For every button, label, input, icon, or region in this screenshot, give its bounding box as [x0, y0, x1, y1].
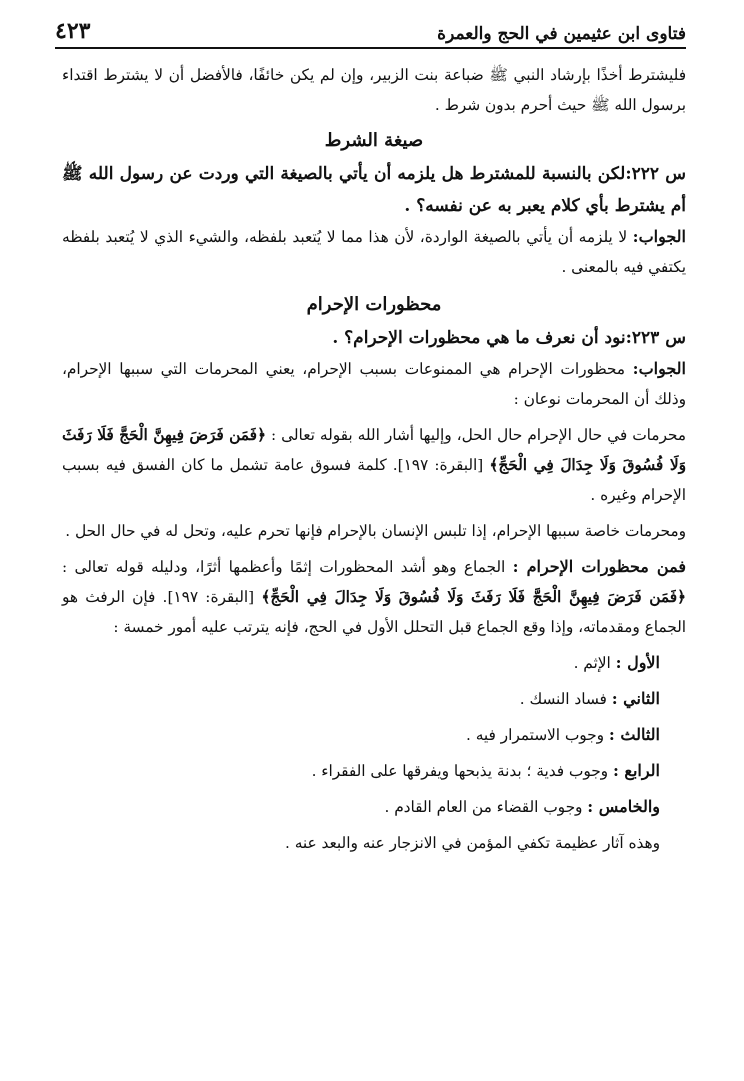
list-item-text: فساد النسك .: [519, 690, 607, 708]
question-222: [62, 158, 686, 222]
intro-paragraph: [62, 60, 686, 120]
answer-text: محظورات الإحرام هي الممنوعات بسبب الإحرام، يعني المحرمات التي سببها الإحرام، وذلك أن المحرمات نوعان :: [62, 360, 686, 408]
paragraph-specific-prohibitions: ومحرمات خاصة سببها الإحرام، إذا تلبس الإنسان بالإحرام فإنها تحرم عليه، وتحل له في حال الحل .: [65, 522, 686, 540]
question-number: س ٢٢٣:: [625, 328, 686, 348]
quran-verse: ﴿فَمَن فَرَضَ فِيهِنَّ الْحَجَّ فَلَا رَفَثَ وَلَا فُسُوقَ وَلَا جِدَالَ فِي الْحَجِّ﴾: [261, 588, 686, 606]
intro-line-1: فليشترط أخذًا بإرشاد النبي ﷺ ضباعة بنت الزبير، وإن لم يكن خائفًا، فالأفضل أن لا يشترط: [103, 66, 687, 84]
paragraph-text: محرمات في حال الإحرام حال الحل، وإليها أشار الله بقوله تعالى :: [270, 426, 686, 444]
paragraph-text: . فإن الرفث هو الجماع ومقدماته، وإذا وقع الجماع قبل التحلل الأول في الحج، فإنه يترتب عليه أمور خمسة :: [62, 588, 686, 636]
list-item: [62, 684, 686, 714]
list-item: [62, 792, 686, 822]
page-number: ٤٢٣: [55, 18, 91, 44]
verse-reference: [البقرة: ١٩٧]: [167, 588, 255, 606]
list-item: [62, 648, 686, 678]
running-title: فتاوى ابن عثيمين في الحج والعمرة: [437, 24, 686, 44]
paragraph-lead: فمن محظورات الإحرام :: [512, 557, 686, 576]
paragraph-general-prohibitions: [62, 420, 686, 510]
closing-sentence: وهذه آثار عظيمة تكفي المؤمن في الانزجار عنه والبعد عنه .: [284, 834, 660, 852]
list-item-text: وجوب فدية ؛ بدنة يذبحها ويفرقها على الفقراء .: [311, 762, 609, 780]
paragraph-text: الجماع وهو أشد المحظورات إثمًا وأعظمها أثرًا، ودليله قوله تعالى :: [62, 558, 506, 576]
list-item-label: الأول :: [615, 653, 660, 672]
question-number: س ٢٢٢:: [625, 164, 686, 184]
list-item: [62, 756, 686, 786]
verse-reference: [البقرة: ١٩٧]: [397, 456, 484, 474]
answer-label: الجواب:: [632, 359, 686, 378]
answer-222: [62, 222, 686, 282]
answer-text: لا يلزمه أن يأتي بالصيغة الواردة، لأن هذا مما لا يُتعبد بلفظه، والشيء الذي لا يُتعبد بلفظه يكتفي فيه بالمعنى .: [62, 228, 686, 276]
question-223: [62, 322, 686, 354]
section-heading-ihram-prohibitions: محظورات الإحرام: [306, 294, 442, 315]
quran-verse: ﴿فَمَن فَرَضَ فِيهِنَّ الْحَجَّ فَلَا رَفَثَ وَلَا فُسُوقَ وَلَا جِدَالَ فِي الْحَجِّ﴾: [62, 426, 686, 474]
section-heading-condition-wording: صيغة الشرط: [324, 130, 424, 151]
answer-223: [62, 354, 686, 414]
paragraph-intercourse: [62, 552, 686, 642]
list-item-text: وجوب الاستمرار فيه .: [465, 726, 605, 744]
paragraph-text: . كلمة فسوق عامة تشمل ما كان الفسق فيه بسبب الإحرام وغيره .: [62, 456, 686, 504]
consequences-list: [62, 648, 686, 822]
list-item-label: الثاني :: [611, 689, 660, 708]
list-item-text: وجوب القضاء من العام القادم .: [384, 798, 583, 816]
answer-label: الجواب:: [632, 227, 686, 246]
page-header: [55, 14, 686, 49]
list-item-text: الإثم .: [573, 654, 611, 672]
list-item: [62, 720, 686, 750]
question-text: لكن بالنسبة للمشترط هل يلزمه أن يأتي بالصيغة التي وردت عن رسول الله ﷺ أم يشترط بأي كلام يعبر به عن نفسه؟ .: [62, 164, 686, 216]
list-item-label: الرابع :: [612, 761, 660, 780]
list-item-label: الثالث :: [608, 725, 660, 744]
question-text: نود أن نعرف ما هي محظورات الإحرام؟ .: [332, 328, 626, 348]
page-body: [62, 60, 686, 858]
intro-line-2: اقتداء برسول الله ﷺ حيث أحرم بدون شرط .: [62, 66, 686, 114]
list-item-label: والخامس :: [587, 797, 660, 816]
